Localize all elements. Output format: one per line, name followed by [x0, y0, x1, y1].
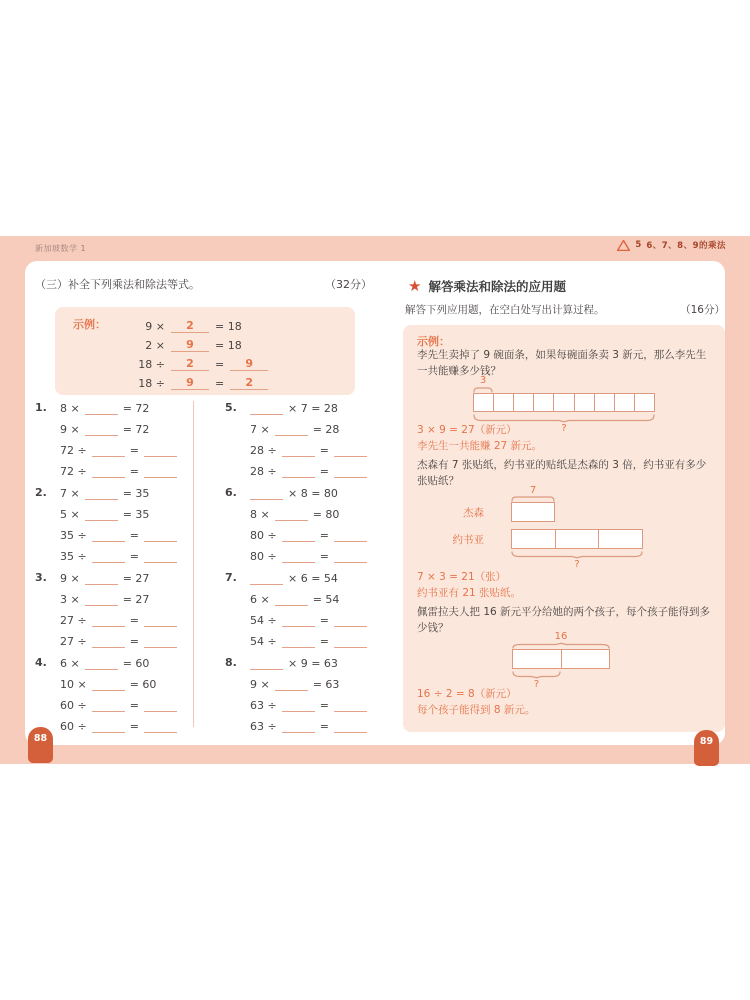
equation-line — [250, 545, 387, 566]
equation-line — [60, 694, 197, 715]
equation-text: 80 ÷ — [250, 529, 277, 542]
equation-text: = 54 — [312, 593, 340, 606]
answer-blank[interactable] — [275, 593, 308, 606]
equation-text: 9 × — [60, 423, 80, 436]
solution-equation: 3 × 9 = 27（新元） — [417, 424, 517, 436]
bottom-brace — [473, 415, 655, 422]
answer-blank[interactable] — [282, 465, 315, 478]
problem-4 — [35, 652, 197, 736]
equation-text: 35 ÷ — [60, 550, 87, 563]
equation-line — [60, 630, 197, 651]
page-number-right: 89 — [694, 730, 719, 766]
equation-text: 6 × — [250, 593, 270, 606]
problems-column-2 — [225, 397, 387, 737]
equals-sign: = — [129, 720, 139, 733]
word-problem-text: 李先生卖掉了 9 碗面条，如果每碗面条卖 3 新元，那么李先生一共能赚多少钱？ — [417, 349, 707, 377]
equation-text: 2 × — [145, 339, 165, 352]
equation-text: 18 ÷ — [138, 377, 165, 390]
answer-blank[interactable] — [85, 402, 118, 415]
problem-5 — [225, 397, 387, 481]
bar-cell — [595, 394, 615, 411]
top-brace — [512, 643, 610, 648]
equation-text: × 8 = 80 — [288, 487, 338, 500]
equation-line — [250, 694, 387, 715]
problem-6 — [225, 482, 387, 566]
bar-row-label: 杰森 — [463, 507, 484, 519]
equation-line — [60, 567, 197, 588]
equation-text: 80 ÷ — [250, 550, 277, 563]
section-points: （16分） — [680, 304, 725, 316]
bar-cell — [513, 650, 562, 668]
equation-line — [60, 588, 197, 609]
bar-unit-label: 3 — [479, 375, 487, 386]
solution-equation: 16 ÷ 2 = 8（新元） — [417, 688, 517, 700]
answer-blank[interactable] — [275, 678, 308, 691]
equation-text: = 80 — [312, 508, 340, 521]
bar-model-row — [512, 649, 610, 669]
equation-line — [60, 545, 197, 566]
equation-text: × 7 = 28 — [288, 402, 338, 415]
bar-total-label: 16 — [554, 631, 568, 642]
filled-answer: 9 — [171, 338, 209, 352]
bar-cell — [575, 394, 595, 411]
answer-blank[interactable] — [92, 444, 125, 457]
equals-sign: = — [319, 614, 329, 627]
equation-text: 3 × — [60, 593, 80, 606]
equation-line — [250, 609, 387, 630]
example-equation-line — [135, 314, 268, 333]
answer-blank[interactable] — [85, 593, 118, 606]
equals-sign: = — [215, 377, 225, 390]
equals-sign: = — [319, 529, 329, 542]
answer-blank[interactable] — [334, 550, 367, 563]
problem-number: 5. — [225, 401, 237, 414]
equation-text: 72 ÷ — [60, 465, 87, 478]
equation-text: × 9 = 63 — [288, 657, 338, 670]
top-bracket — [511, 496, 555, 501]
answer-blank[interactable] — [334, 444, 367, 457]
equation-text: = 72 — [122, 423, 150, 436]
problem-8 — [225, 652, 387, 736]
equals-sign: = — [319, 699, 329, 712]
top-bracket — [473, 387, 493, 392]
answer-blank[interactable] — [85, 572, 118, 585]
bar-model-diagram — [417, 485, 711, 569]
answer-blank[interactable] — [144, 444, 177, 457]
equation-text: 9 × — [250, 678, 270, 691]
bar-cell — [562, 650, 610, 668]
equation-line — [250, 588, 387, 609]
solution-answer: 约书亚有 21 张贴纸。 — [417, 587, 522, 599]
problem-1 — [35, 397, 197, 481]
answer-blank[interactable] — [282, 550, 315, 563]
equation-text: 28 ÷ — [250, 444, 277, 457]
answer-blank[interactable] — [92, 699, 125, 712]
equation-line — [60, 482, 197, 503]
answer-blank[interactable] — [92, 529, 125, 542]
equation-text: 60 ÷ — [60, 720, 87, 733]
question-mark-label: ? — [533, 679, 540, 690]
problem-number: 3. — [35, 571, 47, 584]
equation-text: = 27 — [122, 593, 150, 606]
example-equation-line — [135, 371, 268, 390]
equation-line — [250, 524, 387, 545]
equation-text: = 18 — [215, 339, 242, 352]
equals-sign: = — [129, 635, 139, 648]
answer-blank[interactable] — [92, 635, 125, 648]
equation-line — [250, 397, 387, 418]
bar-model-row — [473, 393, 655, 412]
equation-line — [60, 715, 197, 736]
section-header — [35, 276, 372, 292]
right-section-header — [408, 277, 566, 295]
answer-blank[interactable] — [250, 487, 283, 500]
chapter-title: 6、7、8、9的乘法 — [646, 241, 726, 251]
chapter-number: 5 — [635, 240, 642, 250]
answer-blank[interactable] — [144, 614, 177, 627]
equation-line — [60, 439, 197, 460]
filled-answer: 2 — [230, 376, 268, 390]
equation-text: = 72 — [122, 402, 150, 415]
equation-text: = 60 — [122, 657, 150, 670]
equals-sign: = — [319, 635, 329, 648]
equation-text: 60 ÷ — [60, 699, 87, 712]
equation-text: = 28 — [312, 423, 340, 436]
answer-blank[interactable] — [334, 465, 367, 478]
bar-unit-label: 7 — [529, 485, 537, 496]
answer-blank[interactable] — [334, 529, 367, 542]
answer-blank[interactable] — [275, 423, 308, 436]
equation-text: = 35 — [122, 508, 150, 521]
solution-answer: 李先生一共能赚 27 新元。 — [417, 440, 543, 452]
problem-2 — [35, 482, 197, 566]
bar-cell — [514, 394, 534, 411]
example-label: 示例： — [73, 318, 106, 331]
answer-blank[interactable] — [275, 508, 308, 521]
answer-blank[interactable] — [144, 465, 177, 478]
example-equation-line — [135, 333, 268, 352]
answer-blank[interactable] — [334, 614, 367, 627]
answer-blank[interactable] — [92, 550, 125, 563]
equation-text: 7 × — [250, 423, 270, 436]
answer-blank[interactable] — [282, 529, 315, 542]
answer-blank[interactable] — [92, 614, 125, 627]
equation-line — [250, 567, 387, 588]
answer-blank[interactable] — [85, 423, 118, 436]
equation-text: 63 ÷ — [250, 720, 277, 733]
equation-text: 28 ÷ — [250, 465, 277, 478]
equation-text: 8 × — [60, 402, 80, 415]
triangle-icon — [617, 240, 630, 251]
equation-text: × 6 = 54 — [288, 572, 338, 585]
equation-text: = 60 — [129, 678, 157, 691]
bottom-brace — [512, 672, 561, 678]
equation-text: 63 ÷ — [250, 699, 277, 712]
bar-cell — [534, 394, 554, 411]
equation-line — [250, 652, 387, 673]
bar-cell — [512, 530, 556, 548]
equation-text: 27 ÷ — [60, 614, 87, 627]
equation-text: 9 × — [60, 572, 80, 585]
equation-line — [60, 397, 197, 418]
equation-text: 54 ÷ — [250, 614, 277, 627]
answer-blank[interactable] — [144, 529, 177, 542]
equation-text: 5 × — [60, 508, 80, 521]
equation-line — [60, 673, 197, 694]
equals-sign: = — [129, 465, 139, 478]
equation-text: 18 ÷ — [138, 358, 165, 371]
filled-answer: 9 — [230, 357, 268, 371]
bar-cell — [556, 530, 600, 548]
bar-cell — [635, 394, 654, 411]
equation-line — [60, 460, 197, 481]
equation-line — [250, 460, 387, 481]
filled-answer: 9 — [171, 376, 209, 390]
answer-blank[interactable] — [92, 720, 125, 733]
chapter-header — [617, 239, 726, 251]
equals-sign: = — [215, 358, 225, 371]
filled-answer: 2 — [171, 357, 209, 371]
answer-blank[interactable] — [334, 635, 367, 648]
star-icon: ★ — [408, 276, 422, 295]
answer-blank[interactable] — [282, 444, 315, 457]
answer-blank[interactable] — [144, 635, 177, 648]
example-equations — [135, 314, 268, 390]
bar-model-diagram — [512, 631, 610, 690]
equation-text: 6 × — [60, 657, 80, 670]
problem-number: 2. — [35, 486, 47, 499]
answer-blank[interactable] — [92, 678, 125, 691]
example-box-right — [403, 325, 725, 732]
equation-line — [60, 503, 197, 524]
equals-sign: = — [129, 614, 139, 627]
answer-blank[interactable] — [85, 508, 118, 521]
bar-model-row — [511, 502, 555, 522]
book-title: 新加坡数学 1 — [35, 244, 87, 253]
answer-blank[interactable] — [334, 720, 367, 733]
example-label: 示例： — [417, 335, 450, 348]
answer-blank[interactable] — [282, 614, 315, 627]
page-number-left: 88 — [28, 727, 53, 763]
answer-blank[interactable] — [250, 402, 283, 415]
equation-text: = 35 — [122, 487, 150, 500]
problem-number: 6. — [225, 486, 237, 499]
question-mark-label: ? — [574, 559, 580, 570]
example-equation-line — [135, 352, 268, 371]
answer-blank[interactable] — [92, 465, 125, 478]
equation-text: = 27 — [122, 572, 150, 585]
equals-sign: = — [129, 699, 139, 712]
equation-text: 72 ÷ — [60, 444, 87, 457]
bar-cell — [599, 530, 642, 548]
equals-sign: = — [319, 550, 329, 563]
answer-blank[interactable] — [282, 720, 315, 733]
equation-text: = 63 — [312, 678, 340, 691]
equation-text: 8 × — [250, 508, 270, 521]
bar-cell — [615, 394, 635, 411]
equation-line — [60, 609, 197, 630]
problem-7 — [225, 567, 387, 651]
answer-blank[interactable] — [144, 720, 177, 733]
word-problem-text: 佩雷拉夫人把 16 新元平分给她的两个孩子，每个孩子能得到多少钱？ — [417, 606, 711, 634]
problem-number: 8. — [225, 656, 237, 669]
bar-cell — [554, 394, 574, 411]
equation-text: 27 ÷ — [60, 635, 87, 648]
equation-line — [60, 524, 197, 545]
answer-blank[interactable] — [334, 699, 367, 712]
word-problem-text: 杰森有 7 张贴纸，约书亚的贴纸是杰森的 3 倍，约书亚有多少张贴纸？ — [417, 459, 707, 487]
right-section-title: 解答乘法和除法的应用题 — [428, 279, 566, 294]
answer-blank[interactable] — [85, 487, 118, 500]
equation-line — [250, 418, 387, 439]
equation-text: 35 ÷ — [60, 529, 87, 542]
equals-sign: = — [319, 720, 329, 733]
bar-model-row — [511, 529, 643, 549]
question-mark-label: ? — [561, 423, 567, 434]
bar-cell — [494, 394, 514, 411]
answer-blank[interactable] — [250, 572, 283, 585]
equation-text: 54 ÷ — [250, 635, 277, 648]
solution-equation: 7 × 3 = 21（张） — [417, 571, 507, 583]
equation-line — [250, 482, 387, 503]
equation-line — [60, 418, 197, 439]
filled-answer: 2 — [171, 319, 209, 333]
equation-text: 9 × — [145, 320, 165, 333]
equation-text: 10 × — [60, 678, 87, 691]
problems-column-1 — [35, 397, 197, 737]
answer-blank[interactable] — [282, 699, 315, 712]
problem-number: 4. — [35, 656, 47, 669]
answer-blank[interactable] — [85, 657, 118, 670]
bar-cell — [512, 503, 554, 521]
problem-number: 7. — [225, 571, 237, 584]
bar-cell — [474, 394, 494, 411]
bar-row-label: 约书亚 — [452, 534, 484, 546]
equals-sign: = — [129, 444, 139, 457]
equation-line — [250, 439, 387, 460]
worksheet-card — [25, 261, 725, 745]
instruction-text: 解答下列应用题，在空白处写出计算过程。 — [405, 304, 605, 316]
bottom-brace — [511, 552, 643, 558]
answer-blank[interactable] — [282, 635, 315, 648]
equals-sign: = — [319, 444, 329, 457]
example-box-left — [55, 307, 355, 395]
equation-line — [250, 715, 387, 736]
solution-answer: 每个孩子能得到 8 新元。 — [417, 704, 536, 716]
equals-sign: = — [319, 465, 329, 478]
equals-sign: = — [129, 550, 139, 563]
equation-text: = 18 — [215, 320, 242, 333]
problem-number: 1. — [35, 401, 47, 414]
equation-line — [250, 673, 387, 694]
problem-3 — [35, 567, 197, 651]
equals-sign: = — [129, 529, 139, 542]
answer-blank[interactable] — [144, 699, 177, 712]
answer-blank[interactable] — [250, 657, 283, 670]
section-title: （三）补全下列乘法和除法等式。 — [35, 278, 200, 291]
equation-line — [60, 652, 197, 673]
equation-line — [250, 630, 387, 651]
equation-text: 7 × — [60, 487, 80, 500]
answer-blank[interactable] — [144, 550, 177, 563]
section-points: （32分） — [325, 278, 372, 291]
right-instruction-row — [405, 302, 725, 317]
equation-line — [250, 503, 387, 524]
